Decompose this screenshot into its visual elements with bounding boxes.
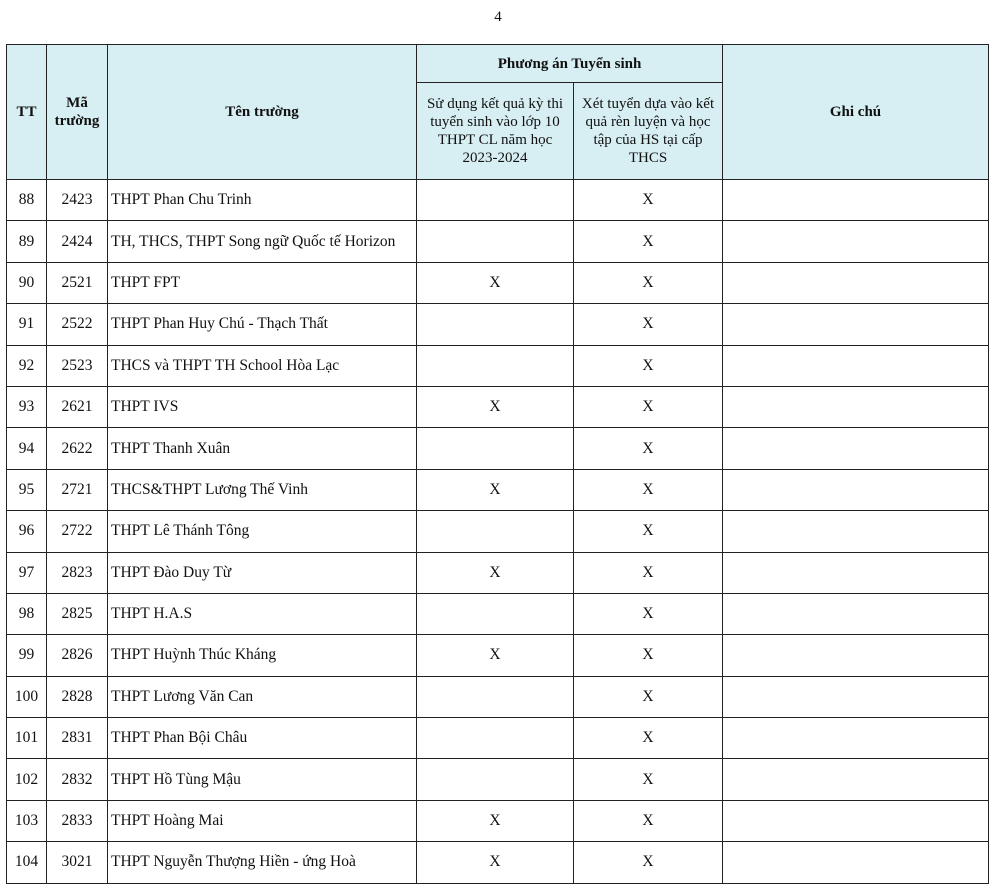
row-option-exam-cell: X [417,552,574,593]
row-option-exam-cell [417,718,574,759]
row-school-name-cell: THPT Đào Duy Từ [108,552,417,593]
row-note-cell [723,386,989,427]
row-tt-cell: 100 [7,676,47,717]
row-school-code-cell: 2826 [47,635,108,676]
row-school-code-cell: 2831 [47,718,108,759]
row-option-transcript-cell: X [574,262,723,303]
row-note-cell [723,593,989,634]
table-row [7,718,989,759]
table-row [7,593,989,634]
row-option-transcript-cell: X [574,718,723,759]
row-school-name-cell: THPT IVS [108,386,417,427]
admissions-table [6,44,989,884]
row-note-cell [723,469,989,510]
row-school-code-cell: 2832 [47,759,108,800]
table-row [7,800,989,841]
row-option-transcript-cell: X [574,345,723,386]
table-row [7,676,989,717]
row-option-transcript-cell: X [574,635,723,676]
row-option-transcript-cell: X [574,304,723,345]
row-note-cell [723,759,989,800]
row-tt-cell: 96 [7,511,47,552]
header-ma-truong: Mã trường [47,45,108,180]
table-row [7,759,989,800]
row-note-cell [723,800,989,841]
row-school-code-cell: 3021 [47,842,108,883]
table-row [7,345,989,386]
row-option-transcript-cell: X [574,469,723,510]
header-tt: TT [7,45,47,180]
row-school-name-cell: THPT Thanh Xuân [108,428,417,469]
row-tt-cell: 94 [7,428,47,469]
row-option-transcript-cell: X [574,552,723,593]
row-school-name-cell: THCS và THPT TH School Hòa Lạc [108,345,417,386]
row-school-code-cell: 2523 [47,345,108,386]
table-row [7,221,989,262]
row-school-name-cell: THPT Lương Văn Can [108,676,417,717]
row-school-name-cell: THPT H.A.S [108,593,417,634]
row-option-transcript-cell: X [574,180,723,221]
table-body [7,180,989,884]
row-option-exam-cell [417,676,574,717]
row-note-cell [723,345,989,386]
row-tt-cell: 93 [7,386,47,427]
row-option-exam-cell: X [417,800,574,841]
row-school-code-cell: 2521 [47,262,108,303]
row-option-exam-cell: X [417,262,574,303]
row-option-exam-cell: X [417,842,574,883]
row-school-code-cell: 2424 [47,221,108,262]
header-ghi-chu: Ghi chú [723,45,989,180]
row-option-exam-cell [417,428,574,469]
row-option-exam-cell [417,221,574,262]
row-option-exam-cell [417,180,574,221]
table-header [7,45,989,180]
row-note-cell [723,635,989,676]
row-note-cell [723,428,989,469]
row-note-cell [723,676,989,717]
row-note-cell [723,221,989,262]
row-note-cell [723,511,989,552]
row-school-code-cell: 2823 [47,552,108,593]
row-tt-cell: 95 [7,469,47,510]
table-row [7,842,989,883]
table-row [7,386,989,427]
table-row [7,552,989,593]
row-option-exam-cell [417,345,574,386]
row-tt-cell: 102 [7,759,47,800]
table-row [7,428,989,469]
row-school-code-cell: 2423 [47,180,108,221]
row-school-name-cell: THPT Hồ Tùng Mậu [108,759,417,800]
row-school-name-cell: THPT Phan Chu Trinh [108,180,417,221]
row-school-code-cell: 2721 [47,469,108,510]
row-note-cell [723,552,989,593]
row-school-name-cell: THPT FPT [108,262,417,303]
row-tt-cell: 97 [7,552,47,593]
row-option-transcript-cell: X [574,676,723,717]
row-tt-cell: 104 [7,842,47,883]
row-tt-cell: 92 [7,345,47,386]
row-option-exam-cell [417,593,574,634]
row-school-name-cell: THCS&THPT Lương Thế Vinh [108,469,417,510]
row-tt-cell: 101 [7,718,47,759]
row-school-name-cell: THPT Phan Huy Chú - Thạch Thất [108,304,417,345]
row-option-transcript-cell: X [574,800,723,841]
row-tt-cell: 98 [7,593,47,634]
row-note-cell [723,718,989,759]
row-option-transcript-cell: X [574,842,723,883]
row-tt-cell: 89 [7,221,47,262]
row-note-cell [723,262,989,303]
row-tt-cell: 99 [7,635,47,676]
row-school-code-cell: 2828 [47,676,108,717]
row-option-transcript-cell: X [574,759,723,800]
header-option-transcript: Xét tuyển dựa vào kết quả rèn luyện và học tập của HS tại cấp THCS [574,83,723,180]
row-option-transcript-cell: X [574,386,723,427]
row-school-code-cell: 2825 [47,593,108,634]
row-note-cell [723,842,989,883]
table-row [7,304,989,345]
row-tt-cell: 88 [7,180,47,221]
row-school-name-cell: THPT Phan Bội Châu [108,718,417,759]
header-ten-truong: Tên trường [108,45,417,180]
row-school-name-cell: THPT Huỳnh Thúc Kháng [108,635,417,676]
table-row [7,511,989,552]
page-number: 4 [494,9,502,25]
table-row [7,262,989,303]
row-tt-cell: 103 [7,800,47,841]
row-option-exam-cell: X [417,635,574,676]
row-option-exam-cell [417,304,574,345]
row-school-code-cell: 2622 [47,428,108,469]
row-school-name-cell: THPT Hoàng Mai [108,800,417,841]
row-option-transcript-cell: X [574,428,723,469]
row-note-cell [723,180,989,221]
row-tt-cell: 91 [7,304,47,345]
table-row [7,180,989,221]
row-option-transcript-cell: X [574,593,723,634]
row-note-cell [723,304,989,345]
row-option-exam-cell: X [417,386,574,427]
row-option-exam-cell: X [417,469,574,510]
row-school-code-cell: 2833 [47,800,108,841]
row-school-name-cell: TH, THCS, THPT Song ngữ Quốc tế Horizon [108,221,417,262]
table-row [7,469,989,510]
row-school-name-cell: THPT Lê Thánh Tông [108,511,417,552]
row-school-name-cell: THPT Nguyễn Thượng Hiền - ứng Hoà [108,842,417,883]
row-school-code-cell: 2621 [47,386,108,427]
row-option-exam-cell [417,511,574,552]
row-option-transcript-cell: X [574,221,723,262]
row-school-code-cell: 2722 [47,511,108,552]
table-row [7,635,989,676]
header-option-exam: Sử dụng kết quả kỳ thi tuyển sinh vào lớp 10 THPT CL năm học 2023-2024 [417,83,574,180]
header-phuong-an: Phương án Tuyển sinh [417,45,723,83]
row-option-exam-cell [417,759,574,800]
row-tt-cell: 90 [7,262,47,303]
row-school-code-cell: 2522 [47,304,108,345]
row-option-transcript-cell: X [574,511,723,552]
